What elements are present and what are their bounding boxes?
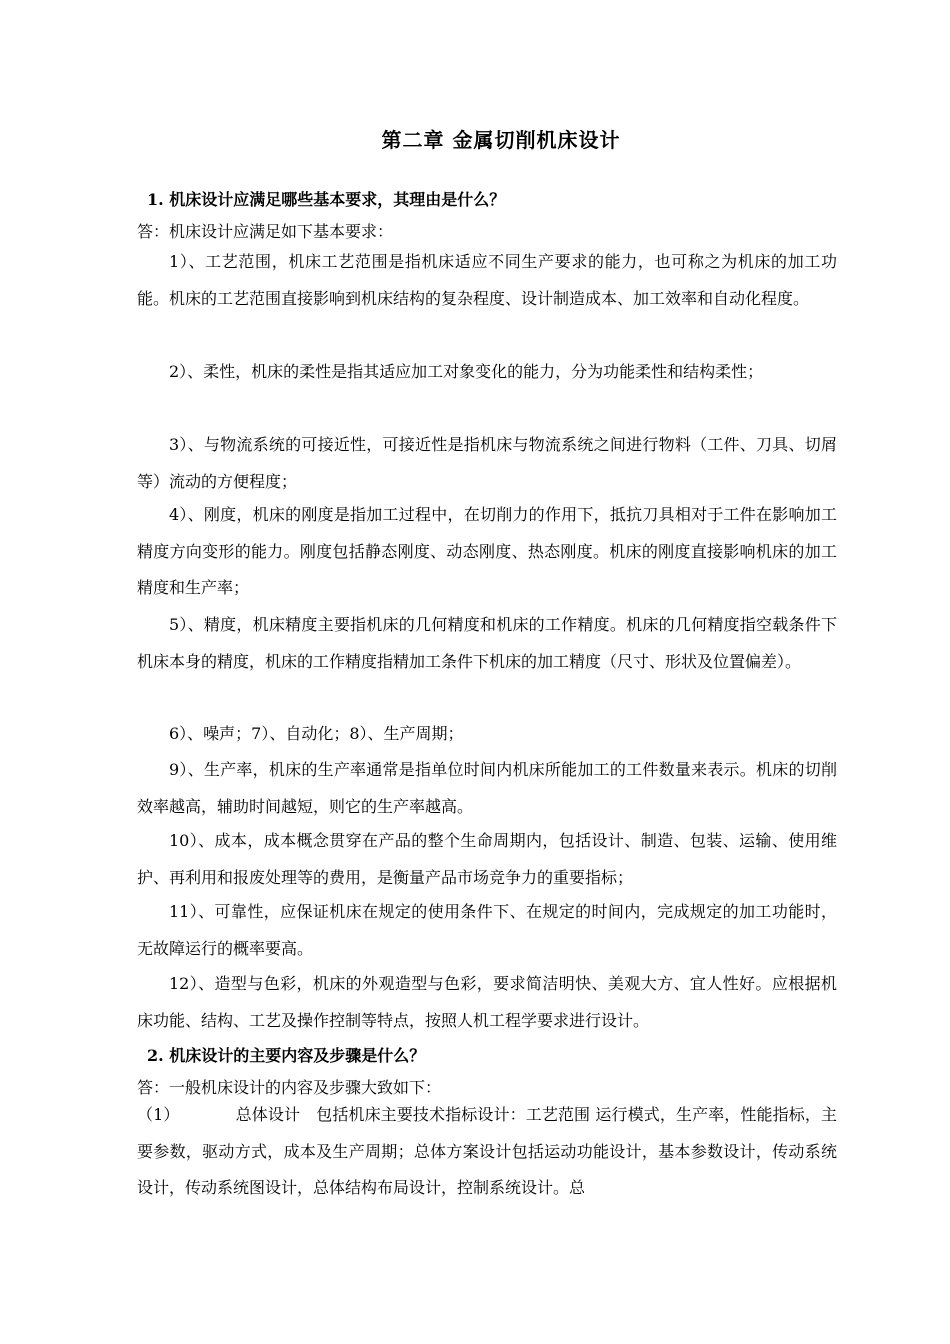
answer-1-item-11: 11）、可靠性，应保证机床在规定的使用条件下、在规定的时间内，完成规定的加工功能时，无故障运行的概率要高。 xyxy=(137,902,837,958)
answer-1-item-12: 12）、造型与色彩，机床的外观造型与色彩，要求简洁明快、美观大方、宜人性好。应根据机床功能、结构、工艺及操作控制等特点，按照人机工程学要求进行设计。 xyxy=(137,974,837,1030)
chapter-title: 第二章 金属切削机床设计 xyxy=(381,128,621,152)
answer-1-item-1: 1）、工艺范围，机床工艺范围是指机床适应不同生产要求的能力，也可称之为机床的加工功能。机床的工艺范围直接影响到机床结构的复杂程度、设计制造成本、加工效率和自动化程度。 xyxy=(137,252,837,308)
answer-2-item-1 xyxy=(137,1097,837,1207)
answer-1-intro: 答：机床设计应满足如下基本要求： xyxy=(137,222,394,241)
answer-2-item-1-number: （1） xyxy=(137,1105,180,1124)
answer-2-item-1-body: 包括机床主要技术指标设计：工艺范围 运行模式，生产率，性能指标，主要参数，驱动方式，成本及生产周期；总体方案设计包括运动功能设计，基本参数设计，传动系统设计，传动系统图设计，总体结构布局设计，控制系统设计。总 xyxy=(137,1105,837,1197)
question-2: 2. 机床设计的主要内容及步骤是什么？ xyxy=(147,1046,426,1065)
answer-1-item-3: 3）、与物流系统的可接近性，可接近性是指机床与物流系统之间进行物料（工件、刀具、切屑等）流动的方便程度； xyxy=(137,435,837,491)
question-1: 1. 机床设计应满足哪些基本要求，其理由是什么？ xyxy=(147,190,506,209)
answer-1-item-2: 2）、柔性，机床的柔性是指其适应加工对象变化的能力，分为功能柔性和结构柔性； xyxy=(169,362,764,381)
answer-2-item-1-heading: 总体设计 xyxy=(235,1105,301,1124)
answer-1-item-5: 5）、精度，机床精度主要指机床的几何精度和机床的工作精度。机床的几何精度指空载条件下机床本身的精度，机床的工作精度指精加工条件下机床的加工精度（尺寸、形状及位置偏差）。 xyxy=(137,615,837,671)
answer-1-item-9: 9）、生产率，机床的生产率通常是指单位时间内机床所能加工的工件数量来表示。机床的切削效率越高，辅助时间越短，则它的生产率越高。 xyxy=(137,760,837,816)
answer-1-item-6: 6）、噪声；7）、自动化；8）、生产周期； xyxy=(169,724,464,743)
answer-1-item-10: 10）、成本，成本概念贯穿在产品的整个生命周期内，包括设计、制造、包装、运输、使用维护、再利用和报废处理等的费用，是衡量产品市场竞争力的重要指标； xyxy=(137,831,837,887)
answer-1-item-4: 4）、刚度，机床的刚度是指加工过程中，在切削力的作用下，抵抗刀具相对于工件在影响加工精度方向变形的能力。刚度包括静态刚度、动态刚度、热态刚度。机床的刚度直接影响机床的加工精度和生产率； xyxy=(137,505,837,597)
answer-2-intro: 答：一般机床设计的内容及步骤大致如下： xyxy=(137,1078,442,1097)
